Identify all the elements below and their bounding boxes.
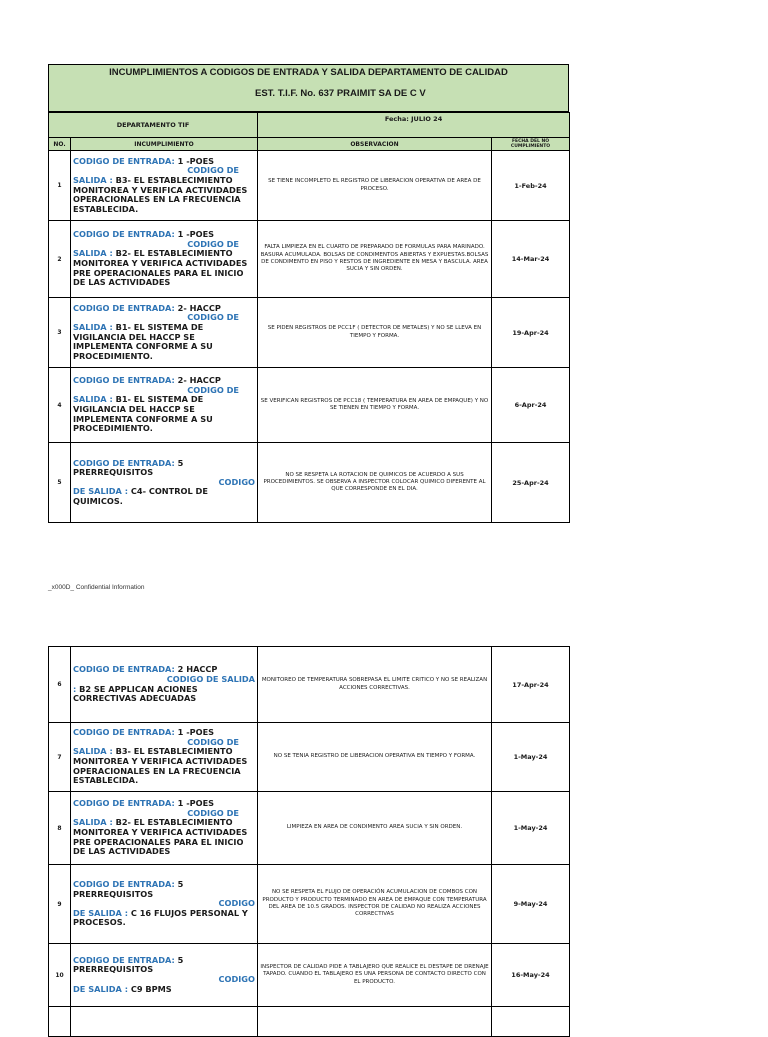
incumplimiento-cell [71,443,258,523]
observacion-cell: SE VERIFICAN REGISTROS DE PCC18 ( TEMPERATURA EN AREA DE EMPAQUE) Y NO SE TIENEN EN TIEMPO Y FORMA. [258,368,492,443]
codigo-label: CODIGO DE [187,165,240,176]
entrada-label: CODIGO DE ENTRADA: [73,664,175,675]
observacion-cell: NO SE RESPETA EL FLUJO DE OPERACIÓN ACUMULACION DE COMBOS CON PRODUCTO Y PRODUCTO TERMINADO EN AREA DE EMPAQUE CON TEMPERATURA DEL AREA DE 10.5 GRADOS. INSPECTOR DE CALIDAD NO REALIZA ACCIONES CORRECTIVAS [258,865,492,944]
entrada-label: CODIGO DE ENTRADA: [73,155,175,166]
salida-label: SALIDA : [73,174,113,185]
salida-value: B2 SE APPLICAN ACIONES CORRECTIVAS ADECUADAS [73,683,198,704]
salida-label: SALIDA : [73,817,113,828]
observacion-cell: MONITOREO DE TEMPERATURA SOBREPASA EL LIMITE CRITICO Y NO SE REALIZAN ACCIONES CORRECTIVAS. [258,647,492,723]
salida-label: DE SALIDA : [73,983,128,994]
table-row [49,1007,570,1037]
establishment-name: EST. T.I.F. No. 637 PRAIMIT SA DE C V [255,88,426,99]
report-table-page-2 [48,646,570,1037]
salida-label: SALIDA : [73,394,113,405]
col-observacion: OBSERVACION [258,138,492,151]
codigo-label: CODIGO DE [187,384,240,395]
entrada-value: 1 -POES [177,727,215,738]
codigo-label: CODIGO [218,974,255,984]
report-title-block [48,64,569,112]
entrada-value: 1 -POES [177,155,215,166]
salida-value: B1- EL SISTEMA DE VIGILANCIA DEL HACCP SE IMPLEMENTA CONFORME A SU PROCEDIMIENTO. [73,321,213,361]
entrada-label: CODIGO DE ENTRADA: [73,727,175,738]
salida-value: C9 BPMS [130,983,172,994]
incumplimiento-cell [71,865,258,944]
codigo-label: CODIGO [218,476,256,487]
entrada-value: 1 -POES [177,798,215,809]
salida-value: B3- EL ESTABLECIMIENTO MONITOREA Y VERIFICA ACTIVIDADES OPERACIONALES EN LA FRECUENCIA ESTABLECIDA. [73,746,248,786]
salida-value: B2- EL ESTABLECIMIENTO MONITOREA Y VERIFICA ACTIVIDADES PRE OPERACIONALES PARA EL INICIO DE LAS ACTIVIDADES [73,817,248,857]
entrada-value: 5 PRERREQUISITOS [73,954,184,975]
incumplimiento-cell [71,151,258,221]
table-row [49,647,570,723]
row-number: 1 [49,151,71,221]
entrada-label: CODIGO DE ENTRADA: [73,229,175,240]
incumplimiento-cell [71,723,258,792]
entrada-value: 2 HACCP [177,664,218,675]
report-title: INCUMPLIMIENTOS A CODIGOS DE ENTRADA Y SALIDA DEPARTAMENTO DE CALIDAD [109,67,508,78]
entrada-label: CODIGO DE ENTRADA: [73,798,175,809]
entrada-label: CODIGO DE ENTRADA: [73,375,175,386]
incumplimiento-cell [71,792,258,865]
observacion-cell: LIMPIEZA EN AREA DE CONDIMENTO AREA SUCIA Y SIN ORDEN. [258,792,492,865]
codigo-label: CODIGO [218,898,255,909]
salida-label: SALIDA : [73,321,113,332]
date-cell: 1-May-24 [492,792,570,865]
row-number: 10 [49,944,71,1007]
entrada-label: CODIGO DE ENTRADA: [73,457,175,468]
codigo-label: CODIGO DE SALIDA [166,673,255,684]
table-row [49,865,570,944]
department-label: DEPARTAMENTO TIF [49,113,258,138]
table-row [49,298,570,368]
date-label: Fecha: JULIO 24 [258,113,570,138]
date-cell: 17-Apr-24 [492,647,570,723]
row-number: 4 [49,368,71,443]
incumplimiento-cell [71,368,258,443]
table-row [49,443,570,523]
incumplimiento-cell: CODIGO DE ENTRADA: 2 HACCP CODIGO DE SALIDA : B2 SE APPLICAN ACIONES CORRECTIVAS ADECUADAS [71,647,258,723]
date-cell: 19-Apr-24 [492,298,570,368]
confidential-footer: _x000D_ Confidential Information [48,584,145,591]
codigo-label: CODIGO DE [187,238,240,249]
observacion-cell: NO SE TENIA REGISTRO DE LIBERACION OPERATIVA EN TIEMPO Y FORMA. [258,723,492,792]
observacion-cell: NO SE RESPETA LA ROTACION DE QUIMICOS DE ACUERDO A SUS PROCEDIMIENTOS. SE OBSERVA A INSPECTOR COLOCAR QUIMICO DIFERENTE AL QUE CORRESPONDE EN EL DIA. [258,443,492,523]
row-number: 3 [49,298,71,368]
incumplimiento-cell [71,944,258,1007]
table-row [49,151,570,221]
row-number: 5 [49,443,71,523]
row-number: 6 [49,647,71,723]
salida-value: C 16 FLUJOS PERSONAL Y PROCESOS. [73,907,248,928]
date-cell: 14-Mar-24 [492,221,570,298]
row-number: 8 [49,792,71,865]
salida-value: B3- EL ESTABLECIMIENTO MONITOREA Y VERIFICA ACTIVIDADES OPERACIONALES EN LA FRECUENCIA ESTABLECIDA. [73,174,248,214]
date-cell: 1-Feb-24 [492,151,570,221]
date-cell: 9-May-24 [492,865,570,944]
row-number: 7 [49,723,71,792]
entrada-label: CODIGO DE ENTRADA: [73,954,175,965]
entrada-value: 2- HACCP [177,302,221,313]
table-row [49,221,570,298]
salida-label: DE SALIDA : [73,486,128,497]
table-row [49,944,570,1007]
observacion-cell: FALTA LIMPIEZA EN EL CUARTO DE PREPARADO DE FORMULAS PARA MARINADO. BASURA ACUMULADA. BOLSAS DE CONDIMENTOS ABIERTAS Y EXPUESTAS.BOLSAS DE CONDIMENTO EN PISO Y RESTOS DE INGREDIENTE EN MESA Y BASCULA. AREA SUCIA Y SIN ORDEN. [258,221,492,298]
observacion-cell: SE PIDEN REGISTROS DE PCC1F ( DETECTOR DE METALES) Y NO SE LLEVA EN TIEMPO Y FORMA. [258,298,492,368]
row-number: 9 [49,865,71,944]
col-no: NO. [49,138,71,151]
entrada-label: CODIGO DE ENTRADA: [73,302,175,313]
date-cell: 6-Apr-24 [492,368,570,443]
observacion-cell: INSPECTOR DE CALIDAD PIDE A TABLAJERO QUE REALICE EL DESTAPE DE DRENAJE TAPADO. CUANDO EL TABLAJERO ES UNA PERSONA DE CONTACTO DIRECTO CON EL PRODUCTO. [258,944,492,1007]
codigo-label: CODIGO DE [187,312,240,323]
col-incumplimiento: INCUMPLIMIENTO [71,138,258,151]
entrada-value: 2- HACCP [177,375,221,386]
table-row [49,368,570,443]
salida-value: B2- EL ESTABLECIMIENTO MONITOREA Y VERIFICA ACTIVIDADES PRE OPERACIONALES PARA EL INICIO DE LAS ACTIVIDADES [73,248,248,288]
col-fecha: FECHA DEL NO CUMPLIMIENTO [492,138,570,151]
salida-value: C4- CONTROL DE QUIMICOS. [73,486,208,506]
date-cell: 16-May-24 [492,944,570,1007]
observacion-cell: SE TIENE INCOMPLETO EL REGISTRO DE LIBERACION OPERATIVA DE AREA DE PROCESO. [258,151,492,221]
table-row [49,792,570,865]
date-cell: 25-Apr-24 [492,443,570,523]
report-table-page-1 [48,112,570,523]
row-number: 2 [49,221,71,298]
entrada-value: 1 -POES [177,229,215,240]
entrada-value: 5 PRERREQUISITOS [73,457,184,478]
codigo-label: CODIGO DE [187,736,239,747]
salida-value: B1- EL SISTEMA DE VIGILANCIA DEL HACCP SE IMPLEMENTA CONFORME A SU PROCEDIMIENTO. [73,394,213,434]
salida-label: SALIDA : [73,248,113,259]
entrada-value: 5 PRERREQUISITOS [73,879,184,899]
entrada-label: CODIGO DE ENTRADA: [73,879,175,890]
salida-label: SALIDA : [73,746,113,757]
codigo-label: CODIGO DE [187,807,239,818]
table-row [49,723,570,792]
incumplimiento-cell [71,298,258,368]
salida-label: DE SALIDA : [73,907,128,918]
date-cell: 1-May-24 [492,723,570,792]
incumplimiento-cell [71,221,258,298]
